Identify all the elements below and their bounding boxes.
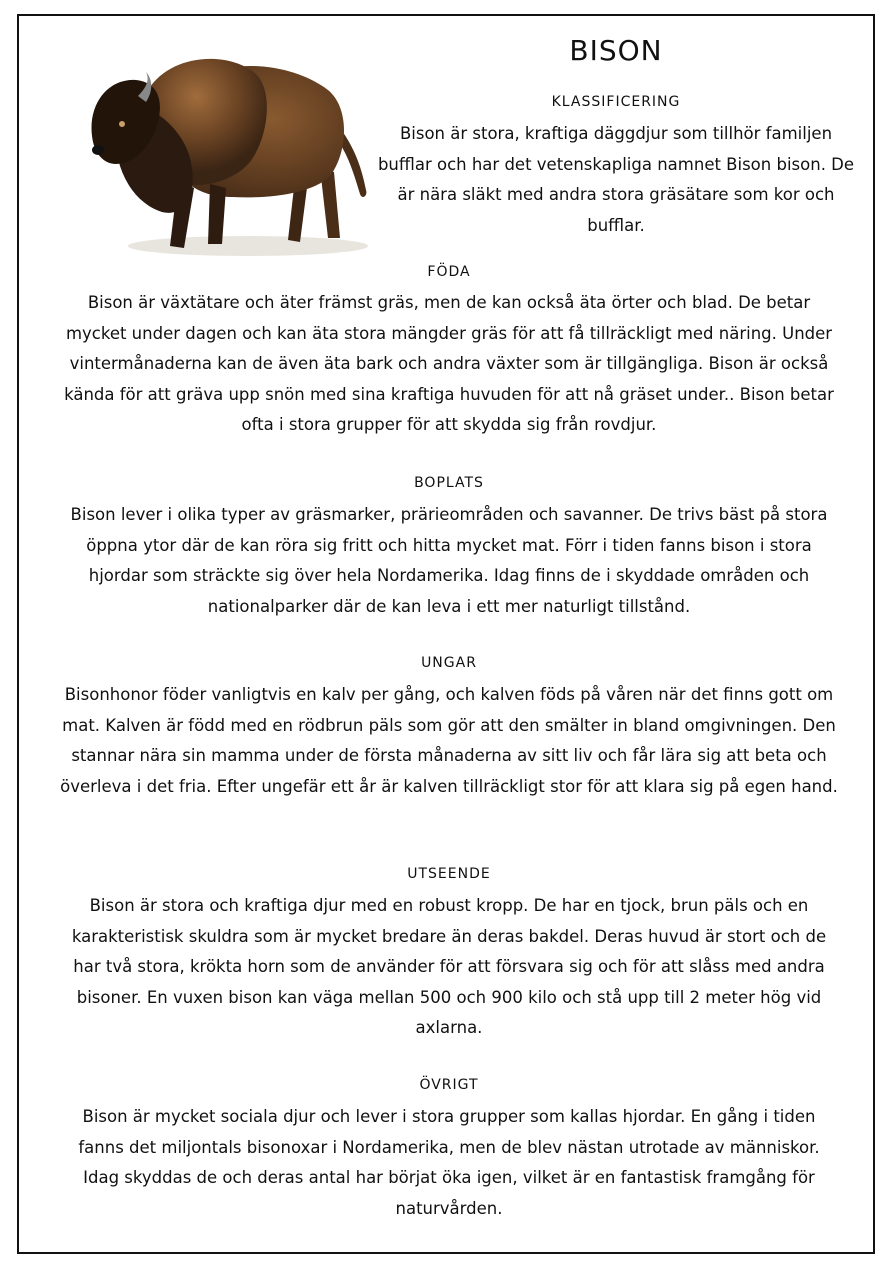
- section-text-boplats: Bison lever i olika typer av gräsmarker, prärieområden och savanner. De trivs bäst på stora öppna ytor där de kan röra sig fritt och hitta mycket mat. Förr i tiden fanns bison i stora hjordar som sträckte sig över hela Nordamerika. Idag finns de i skyddade områden och nationalparker där de kan leva i ett mer naturligt tillstånd.: [70, 505, 828, 616]
- section-text-ovrigt: Bison är mycket sociala djur och lever i stora grupper som kallas hjordar. En gång i tiden fanns det miljontals bisonoxar i Nordamerika, men de blev nästan utrotade av människor. Idag skyddas de och deras antal har börjat öka igen, vilket är en fantastisk framgång för naturvården.: [78, 1107, 820, 1218]
- section-text-foda: Bison är växtätare och äter främst gräs, men de kan också äta örter och blad. De betar mycket under dagen och kan äta stora mängder gräs för att få tillräckligt med näring. Under vintermånaderna kan de även äta bark och andra växter som är tillgängliga. Bison är också kända för att gräva upp snön med sina kraftiga huvuden för att nå gräset under.. Bison betar ofta i stora grupper för att skydda sig från rovdjur.: [64, 293, 834, 434]
- section-heading-boplats: BOPLATS: [414, 475, 484, 491]
- section-text-utseende: Bison är stora och kraftiga djur med en robust kropp. De har en tjock, brun päls och en karakteristisk skuldra som är mycket bredare än deras bakdel. Deras huvud är stort och de har två stora, krökta horn som de använder för att försvara sig och för att slåss med andra bisoner. En vuxen bison kan väga mellan 500 och 900 kilo och stå upp till 2 meter hög vid axlarna.: [71, 896, 827, 1037]
- section-heading-ovrigt: ÖVRIGT: [419, 1077, 479, 1093]
- section-heading-klassificering: KLASSIFICERING: [551, 94, 681, 110]
- section-heading-ungar: UNGAR: [421, 655, 477, 671]
- section-heading-utseende: UTSEENDE: [407, 866, 491, 882]
- page-title: BISON: [569, 34, 663, 67]
- bison-illustration: [78, 50, 378, 265]
- section-text-ungar: Bisonhonor föder vanligtvis en kalv per gång, och kalven föds på våren när det finns gott om mat. Kalven är född med en rödbrun päls som gör att den smälter in bland omgivningen. Den stannar nära sin mamma under de första månaderna av sitt liv och får lära sig att beta och överleva i det fria. Efter ungefär ett år är kalven tillräckligt stor för att klara sig på egen hand.: [60, 685, 838, 796]
- section-text-klassificering: Bison är stora, kraftiga däggdjur som tillhör familjen bufflar och har det vetenskapliga namnet Bison bison. De är nära släkt med andra stora gräsätare som kor och bufflar.: [377, 124, 855, 235]
- section-heading-foda: FÖDA: [427, 264, 471, 280]
